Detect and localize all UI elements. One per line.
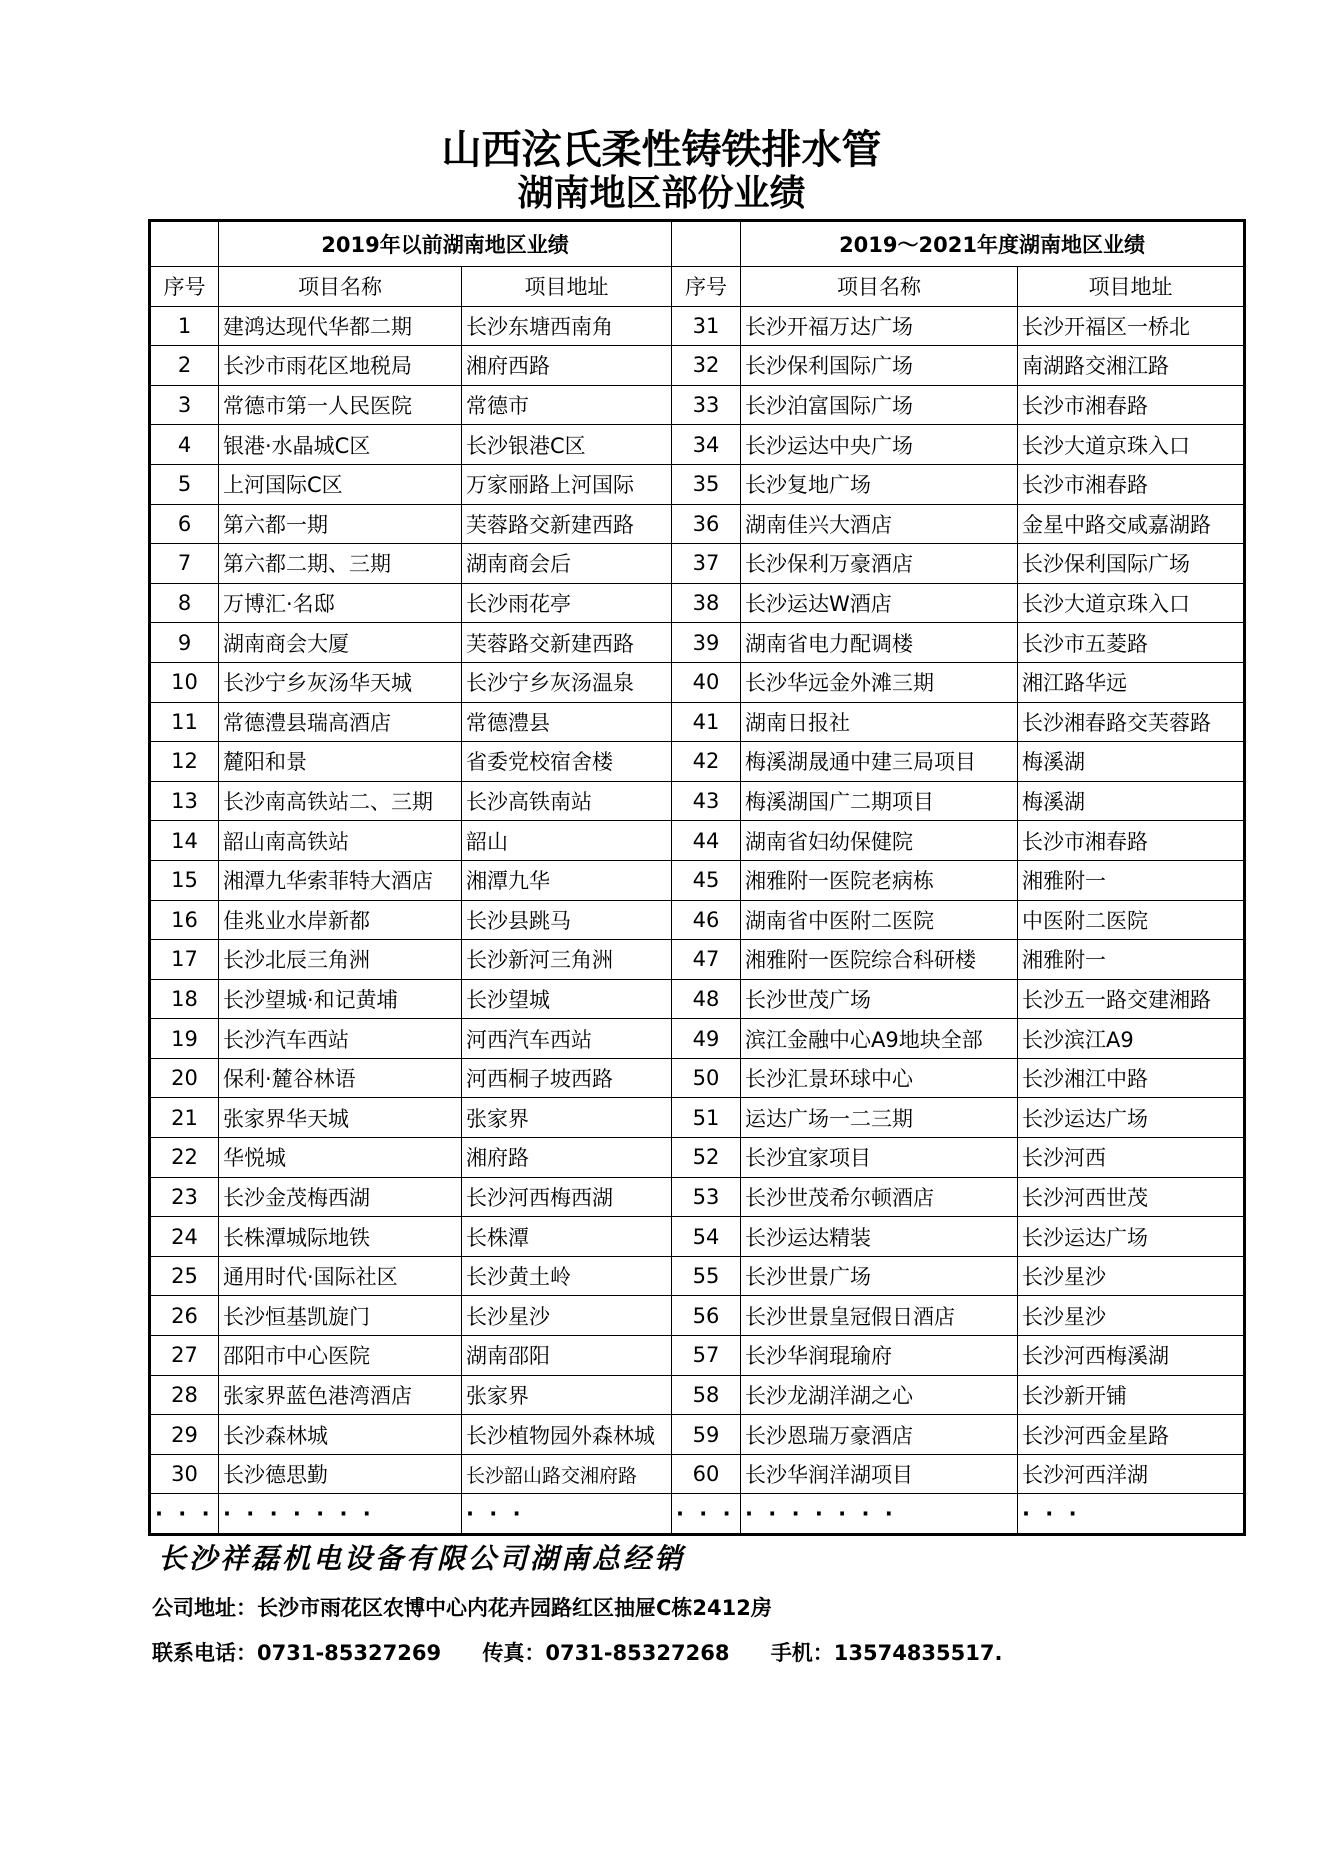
ellipsis-cell: · · ·: [150, 1494, 219, 1535]
cell-project-name-right: 长沙保利国际广场: [741, 346, 1018, 386]
cell-project-address-right: 长沙新开铺: [1018, 1375, 1245, 1415]
cell-project-address-left: 长沙河西梅西湖: [462, 1177, 672, 1217]
cell-project-name-left: 麓阳和景: [219, 742, 462, 782]
cell-seq-left: 12: [150, 742, 219, 782]
cell-project-address-left: 长株潭: [462, 1217, 672, 1257]
cell-project-address-right: 湘江路华远: [1018, 662, 1245, 702]
cell-seq-left: 26: [150, 1296, 219, 1336]
cell-project-address-left: 长沙宁乡灰汤温泉: [462, 662, 672, 702]
cell-project-name-right: 滨江金融中心A9地块全部: [741, 1019, 1018, 1059]
cell-project-address-left: 长沙望城: [462, 979, 672, 1019]
cell-project-name-left: 长株潭城际地铁: [219, 1217, 462, 1257]
contact-line: [152, 1637, 1036, 1667]
cell-project-address-right: 长沙市湘春路: [1018, 464, 1245, 504]
cell-seq-right: 40: [672, 662, 741, 702]
cell-project-name-left: 第六都一期: [219, 504, 462, 544]
cell-project-name-right: 湖南省妇幼保健院: [741, 821, 1018, 861]
cell-project-address-right: 梅溪湖: [1018, 781, 1245, 821]
header-project-name-left: 项目名称: [219, 267, 462, 307]
table-row: [150, 821, 1245, 861]
cell-seq-right: 48: [672, 979, 741, 1019]
cell-project-name-left: 湘潭九华索菲特大酒店: [219, 860, 462, 900]
cell-project-address-left: 长沙高铁南站: [462, 781, 672, 821]
header-seq-left: 序号: [150, 267, 219, 307]
cell-project-address-left: 韶山: [462, 821, 672, 861]
cell-project-address-right: 长沙湘江中路: [1018, 1058, 1245, 1098]
table-row: [150, 346, 1245, 386]
cell-seq-right: 50: [672, 1058, 741, 1098]
group-header-2019-2021: 2019～2021年度湖南地区业绩: [741, 221, 1245, 267]
cell-project-address-left: 长沙黄土岭: [462, 1256, 672, 1296]
cell-seq-left: 25: [150, 1256, 219, 1296]
header-project-address-right: 项目地址: [1018, 267, 1245, 307]
table-row: [150, 900, 1245, 940]
table-row: [150, 425, 1245, 465]
group-header-blank-right: [672, 221, 741, 267]
group-header-row: [150, 221, 1245, 267]
cell-project-address-left: 张家界: [462, 1375, 672, 1415]
table-row: [150, 385, 1245, 425]
cell-seq-right: 59: [672, 1415, 741, 1455]
cell-seq-left: 27: [150, 1336, 219, 1376]
cell-seq-left: 6: [150, 504, 219, 544]
cell-project-name-left: 湖南商会大厦: [219, 623, 462, 663]
cell-project-name-right: 长沙保利万豪酒店: [741, 544, 1018, 584]
cell-project-name-left: 华悦城: [219, 1138, 462, 1178]
ellipsis-cell: · · · · · · ·: [741, 1494, 1018, 1535]
cell-project-name-right: 运达广场一二三期: [741, 1098, 1018, 1138]
cell-seq-right: 35: [672, 464, 741, 504]
table-row: [150, 1256, 1245, 1296]
cell-seq-right: 38: [672, 583, 741, 623]
cell-project-name-left: 长沙金茂梅西湖: [219, 1177, 462, 1217]
cell-project-address-left: 湘府西路: [462, 346, 672, 386]
cell-project-name-left: 银港·水晶城C区: [219, 425, 462, 465]
cell-project-name-right: 长沙华润洋湖项目: [741, 1454, 1018, 1494]
cell-project-address-left: 河西桐子坡西路: [462, 1058, 672, 1098]
cell-project-name-left: 长沙望城·和记黄埔: [219, 979, 462, 1019]
cell-project-address-left: 长沙星沙: [462, 1296, 672, 1336]
cell-project-address-right: 长沙市湘春路: [1018, 385, 1245, 425]
cell-project-address-right: 长沙运达广场: [1018, 1098, 1245, 1138]
cell-project-name-right: 长沙开福万达广场: [741, 306, 1018, 346]
phone-number: 联系电话：0731-85327269: [152, 1641, 442, 1665]
cell-project-name-right: 长沙泊富国际广场: [741, 385, 1018, 425]
cell-project-name-right: 湖南日报社: [741, 702, 1018, 742]
table-row: [150, 1138, 1245, 1178]
cell-project-address-left: 长沙银港C区: [462, 425, 672, 465]
cell-seq-right: 47: [672, 940, 741, 980]
table-row: [150, 583, 1245, 623]
cell-project-name-right: 长沙世景皇冠假日酒店: [741, 1296, 1018, 1336]
cell-seq-right: 46: [672, 900, 741, 940]
cell-project-address-left: 万家丽路上河国际: [462, 464, 672, 504]
table-row: [150, 742, 1245, 782]
company-address: 公司地址：长沙市雨花区农博中心内花卉园路红区抽屉C栋2412房: [152, 1596, 772, 1620]
cell-project-address-left: 湖南商会后: [462, 544, 672, 584]
cell-project-name-right: 梅溪湖晟通中建三局项目: [741, 742, 1018, 782]
cell-project-name-left: 张家界华天城: [219, 1098, 462, 1138]
cell-project-address-left: 长沙县跳马: [462, 900, 672, 940]
cell-project-name-right: 长沙龙湖洋湖之心: [741, 1375, 1018, 1415]
cell-seq-left: 13: [150, 781, 219, 821]
cell-seq-left: 19: [150, 1019, 219, 1059]
cell-seq-left: 28: [150, 1375, 219, 1415]
cell-seq-right: 45: [672, 860, 741, 900]
table-row: [150, 464, 1245, 504]
cell-project-name-left: 长沙北辰三角洲: [219, 940, 462, 980]
cell-seq-left: 16: [150, 900, 219, 940]
cell-seq-right: 55: [672, 1256, 741, 1296]
cell-seq-left: 1: [150, 306, 219, 346]
table-row: [150, 1454, 1245, 1494]
cell-seq-left: 8: [150, 583, 219, 623]
cell-project-name-right: 长沙华远金外滩三期: [741, 662, 1018, 702]
cell-project-name-left: 常德市第一人民医院: [219, 385, 462, 425]
cell-project-address-left: 长沙韶山路交湘府路: [462, 1454, 672, 1494]
cell-seq-left: 5: [150, 464, 219, 504]
table-row: [150, 1415, 1245, 1455]
cell-project-name-left: 佳兆业水岸新都: [219, 900, 462, 940]
cell-seq-left: 15: [150, 860, 219, 900]
table-row: [150, 860, 1245, 900]
table-row: [150, 623, 1245, 663]
table-row: [150, 1058, 1245, 1098]
ellipsis-cell: · · ·: [462, 1494, 672, 1535]
cell-project-name-right: 长沙运达中央广场: [741, 425, 1018, 465]
cell-project-address-right: 长沙河西洋湖: [1018, 1454, 1245, 1494]
cell-seq-right: 34: [672, 425, 741, 465]
cell-project-address-left: 张家界: [462, 1098, 672, 1138]
table-row: [150, 1177, 1245, 1217]
cell-seq-left: 29: [150, 1415, 219, 1455]
cell-project-name-left: 邵阳市中心医院: [219, 1336, 462, 1376]
cell-seq-left: 14: [150, 821, 219, 861]
cell-seq-right: 51: [672, 1098, 741, 1138]
cell-project-name-left: 长沙恒基凯旋门: [219, 1296, 462, 1336]
cell-project-address-left: 湖南邵阳: [462, 1336, 672, 1376]
cell-project-address-right: 长沙星沙: [1018, 1296, 1245, 1336]
header-seq-right: 序号: [672, 267, 741, 307]
performance-table: [148, 219, 1246, 1536]
cell-seq-left: 20: [150, 1058, 219, 1098]
cell-project-name-right: 长沙运达W酒店: [741, 583, 1018, 623]
cell-project-address-left: 省委党校宿舍楼: [462, 742, 672, 782]
cell-seq-right: 56: [672, 1296, 741, 1336]
cell-seq-right: 31: [672, 306, 741, 346]
table-row: [150, 1336, 1245, 1376]
cell-seq-left: 7: [150, 544, 219, 584]
cell-project-address-right: 长沙大道京珠入口: [1018, 583, 1245, 623]
mobile-number: 手机：13574835517.: [770, 1641, 1003, 1665]
cell-project-name-right: 长沙运达精装: [741, 1217, 1018, 1257]
ellipsis-row: [150, 1494, 1245, 1535]
cell-project-address-right: 长沙市湘春路: [1018, 821, 1245, 861]
cell-project-address-right: 长沙河西金星路: [1018, 1415, 1245, 1455]
cell-project-name-left: 长沙宁乡灰汤华天城: [219, 662, 462, 702]
cell-project-name-left: 万博汇·名邸: [219, 583, 462, 623]
cell-project-address-left: 长沙雨花亭: [462, 583, 672, 623]
cell-seq-right: 33: [672, 385, 741, 425]
table-row: [150, 544, 1245, 584]
cell-project-name-right: 湖南省中医附二医院: [741, 900, 1018, 940]
ellipsis-cell: · · · · · · ·: [219, 1494, 462, 1535]
cell-project-address-right: 长沙星沙: [1018, 1256, 1245, 1296]
cell-seq-right: 54: [672, 1217, 741, 1257]
cell-project-address-right: 长沙保利国际广场: [1018, 544, 1245, 584]
cell-project-name-right: 长沙华润琨瑜府: [741, 1336, 1018, 1376]
cell-project-address-right: 长沙开福区一桥北: [1018, 306, 1245, 346]
cell-project-address-right: 长沙河西世茂: [1018, 1177, 1245, 1217]
cell-seq-right: 36: [672, 504, 741, 544]
cell-seq-right: 42: [672, 742, 741, 782]
cell-project-name-left: 张家界蓝色港湾酒店: [219, 1375, 462, 1415]
cell-seq-left: 9: [150, 623, 219, 663]
cell-project-address-left: 常德澧县: [462, 702, 672, 742]
cell-project-name-right: 长沙恩瑞万豪酒店: [741, 1415, 1018, 1455]
cell-seq-right: 60: [672, 1454, 741, 1494]
company-name: 长沙祥磊机电设备有限公司湖南总经销: [158, 1542, 686, 1575]
ellipsis-cell: · · ·: [672, 1494, 741, 1535]
cell-project-name-left: 通用时代·国际社区: [219, 1256, 462, 1296]
table-row: [150, 1375, 1245, 1415]
cell-seq-right: 37: [672, 544, 741, 584]
cell-project-name-left: 长沙南高铁站二、三期: [219, 781, 462, 821]
cell-project-address-right: 长沙运达广场: [1018, 1217, 1245, 1257]
cell-seq-left: 4: [150, 425, 219, 465]
cell-project-address-right: 长沙五一路交建湘路: [1018, 979, 1245, 1019]
document-title: 山西泫氏柔性铸铁排水管: [441, 126, 882, 173]
table-row: [150, 1296, 1245, 1336]
cell-project-address-left: 长沙新河三角洲: [462, 940, 672, 980]
cell-project-name-right: 长沙世景广场: [741, 1256, 1018, 1296]
cell-project-name-left: 常德澧县瑞高酒店: [219, 702, 462, 742]
cell-project-address-right: 长沙河西梅溪湖: [1018, 1336, 1245, 1376]
cell-project-address-right: 南湖路交湘江路: [1018, 346, 1245, 386]
cell-seq-left: 18: [150, 979, 219, 1019]
table-row: [150, 940, 1245, 980]
cell-project-address-left: 常德市: [462, 385, 672, 425]
cell-seq-right: 53: [672, 1177, 741, 1217]
cell-project-address-right: 长沙滨江A9: [1018, 1019, 1245, 1059]
cell-project-address-right: 湘雅附一: [1018, 860, 1245, 900]
cell-seq-left: 21: [150, 1098, 219, 1138]
cell-project-name-right: 湖南省电力配调楼: [741, 623, 1018, 663]
cell-seq-left: 2: [150, 346, 219, 386]
cell-seq-right: 49: [672, 1019, 741, 1059]
cell-project-name-right: 湖南佳兴大酒店: [741, 504, 1018, 544]
cell-seq-right: 57: [672, 1336, 741, 1376]
cell-project-address-right: 中医附二医院: [1018, 900, 1245, 940]
table-row: [150, 504, 1245, 544]
table-row: [150, 306, 1245, 346]
cell-project-address-right: 梅溪湖: [1018, 742, 1245, 782]
cell-project-name-left: 上河国际C区: [219, 464, 462, 504]
header-project-name-right: 项目名称: [741, 267, 1018, 307]
cell-seq-left: 24: [150, 1217, 219, 1257]
cell-seq-left: 17: [150, 940, 219, 980]
cell-project-name-right: 湘雅附一医院老病栋: [741, 860, 1018, 900]
cell-seq-left: 30: [150, 1454, 219, 1494]
cell-project-address-left: 湘潭九华: [462, 860, 672, 900]
cell-project-name-right: 梅溪湖国广二期项目: [741, 781, 1018, 821]
cell-project-address-right: 金星中路交咸嘉湖路: [1018, 504, 1245, 544]
cell-project-address-left: 长沙东塘西南角: [462, 306, 672, 346]
cell-seq-right: 58: [672, 1375, 741, 1415]
table-row: [150, 662, 1245, 702]
cell-project-address-right: 长沙湘春路交芙蓉路: [1018, 702, 1245, 742]
cell-project-address-left: 长沙植物园外森林城: [462, 1415, 672, 1455]
cell-project-address-left: 芙蓉路交新建西路: [462, 623, 672, 663]
fax-number: 传真：0731-85327268: [482, 1641, 730, 1665]
cell-project-name-right: 长沙复地广场: [741, 464, 1018, 504]
cell-seq-left: 3: [150, 385, 219, 425]
table-row: [150, 1019, 1245, 1059]
cell-project-address-right: 长沙河西: [1018, 1138, 1245, 1178]
ellipsis-cell: · · ·: [1018, 1494, 1245, 1535]
cell-project-address-left: 湘府路: [462, 1138, 672, 1178]
cell-project-name-right: 长沙世茂广场: [741, 979, 1018, 1019]
cell-project-address-left: 芙蓉路交新建西路: [462, 504, 672, 544]
cell-seq-left: 22: [150, 1138, 219, 1178]
cell-project-address-left: 河西汽车西站: [462, 1019, 672, 1059]
cell-project-name-left: 韶山南高铁站: [219, 821, 462, 861]
table-row: [150, 979, 1245, 1019]
cell-project-address-right: 长沙大道京珠入口: [1018, 425, 1245, 465]
group-header-blank-left: [150, 221, 219, 267]
document-subtitle: 湖南地区部份业绩: [517, 172, 806, 214]
cell-seq-right: 44: [672, 821, 741, 861]
cell-seq-right: 52: [672, 1138, 741, 1178]
cell-seq-right: 39: [672, 623, 741, 663]
cell-seq-right: 43: [672, 781, 741, 821]
cell-seq-left: 11: [150, 702, 219, 742]
cell-seq-right: 41: [672, 702, 741, 742]
cell-project-name-right: 长沙宜家项目: [741, 1138, 1018, 1178]
cell-project-address-right: 长沙市五菱路: [1018, 623, 1245, 663]
cell-project-name-left: 第六都二期、三期: [219, 544, 462, 584]
cell-project-name-left: 长沙德思勤: [219, 1454, 462, 1494]
cell-project-name-left: 长沙市雨花区地税局: [219, 346, 462, 386]
cell-seq-left: 23: [150, 1177, 219, 1217]
cell-project-name-right: 湘雅附一医院综合科研楼: [741, 940, 1018, 980]
cell-project-name-left: 长沙森林城: [219, 1415, 462, 1455]
table-row: [150, 1217, 1245, 1257]
cell-project-name-left: 建鸿达现代华都二期: [219, 306, 462, 346]
table-row: [150, 781, 1245, 821]
cell-project-name-right: 长沙汇景环球中心: [741, 1058, 1018, 1098]
header-project-address-left: 项目地址: [462, 267, 672, 307]
column-header-row: [150, 267, 1245, 307]
cell-project-name-right: 长沙世茂希尔顿酒店: [741, 1177, 1018, 1217]
cell-project-name-left: 保利·麓谷林语: [219, 1058, 462, 1098]
table-row: [150, 702, 1245, 742]
cell-seq-right: 32: [672, 346, 741, 386]
table-row: [150, 1098, 1245, 1138]
cell-project-name-left: 长沙汽车西站: [219, 1019, 462, 1059]
cell-seq-left: 10: [150, 662, 219, 702]
cell-project-address-right: 湘雅附一: [1018, 940, 1245, 980]
group-header-before-2019: 2019年以前湖南地区业绩: [219, 221, 672, 267]
